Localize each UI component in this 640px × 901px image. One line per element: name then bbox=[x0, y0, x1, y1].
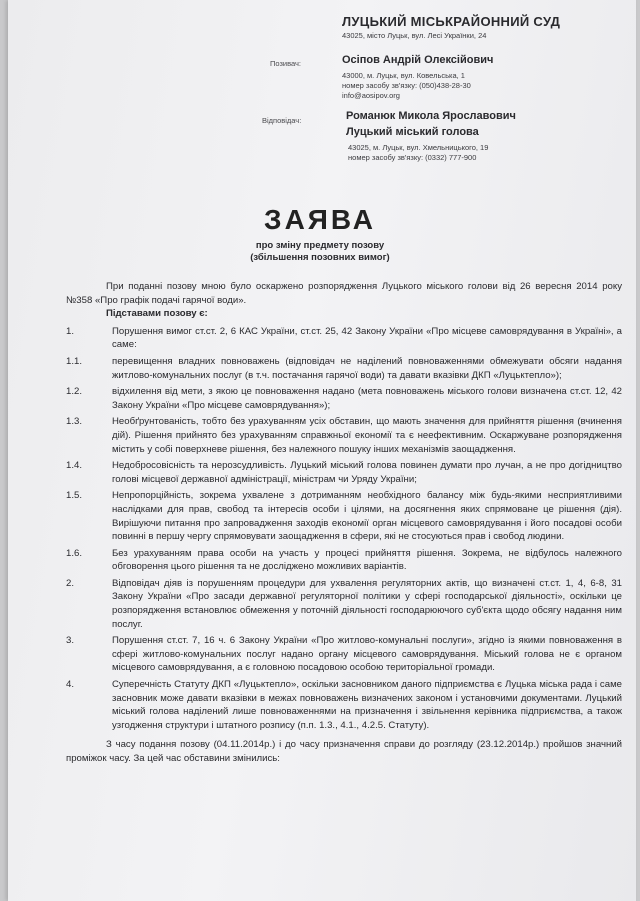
plaintiff-role-label: Позивач: bbox=[270, 59, 302, 68]
list-item-number: 2. bbox=[66, 577, 75, 589]
list-item-number: 1.3. bbox=[66, 416, 83, 428]
list-item bbox=[66, 385, 622, 412]
defendant-address: 43025, м. Луцьк, вул. Хмельницького, 19 bbox=[348, 143, 489, 152]
list-item bbox=[66, 459, 622, 486]
plaintiff-phone: номер засобу зв'язку: (050)438-28-30 bbox=[342, 81, 471, 90]
list-item-number: 1.1. bbox=[66, 355, 83, 367]
list-item-number: 1.5. bbox=[66, 490, 83, 502]
plaintiff-address: 43000, м. Луцьк, вул. Ковельська, 1 bbox=[342, 71, 465, 80]
defendant-role-label: Відповідач: bbox=[262, 116, 302, 125]
list-item-number: 3. bbox=[66, 635, 75, 647]
list-item-text: Порушення вимог ст.ст. 2, 6 КАС України, ст.ст. 25, 42 Закону України «Про місцеве самоврядування в Україні», а саме: bbox=[112, 325, 622, 351]
grounds-heading: Підставами позову є: bbox=[106, 308, 208, 320]
list-item-text: Порушення ст.ст. 7, 16 ч. 6 Закону України «Про житлово-комунальні послуги», згідно із якими повноваження в сфері житлово-комунальних послуг надано органу місцевого самоврядування. Міський голова не є органом місцевого самоврядування, а є головною посадовою особою територіальної громади. bbox=[112, 635, 622, 674]
list-item-number: 1. bbox=[66, 325, 75, 337]
grounds-list bbox=[66, 325, 622, 733]
list-item-text: Необґрунтованість, тобто без урахуванням усіх обставин, що мають значення для прийняття рішення (вчинення дій). Рішення прийнято без урахуванням справжньої економії та є неефективним. Оскаржуване розпорядження містить у собі поверхневе рішення, без належного пошуку інших механізмів заощадження. bbox=[112, 416, 622, 455]
document-subtitle-note: (збільшення позовних вимог) bbox=[250, 252, 390, 263]
plaintiff-name: Осіпов Андрій Олексійович bbox=[342, 54, 494, 66]
closing-paragraph: З часу подання позову (04.11.2014р.) і до часу призначення справи до розгляду (23.12.2014р.) пройшов значний проміжок часу. За цей час обставини змінились: bbox=[66, 739, 622, 764]
document-title: ЗАЯВА bbox=[264, 204, 376, 235]
document-body bbox=[66, 280, 622, 766]
list-item bbox=[66, 325, 622, 352]
defendant-name: Романюк Микола Ярославович bbox=[346, 110, 516, 122]
list-item bbox=[66, 415, 622, 456]
intro-paragraph: При поданні позову мною було оскаржено розпорядження Луцького міського голови від 26 вересня 2014 року №358 «Про графік подачі гарячої води». bbox=[66, 281, 622, 306]
defendant-position: Луцький міський голова bbox=[346, 126, 479, 138]
list-item bbox=[66, 577, 622, 631]
list-item-text: Суперечність Статуту ДКП «Луцьктепло», оскільки засновником даного підприємства є Луцька міська рада і саме засновник може давати вказівки в межах повноважень визначених законом і установчими документами. Луцький міський голова наділений лише повноваженнями на призначення і звільнення керівника підприємства, а також узгодження структури і штатного розпису (п.п. 1.3., 4.1., 4.2.5. Статуту). bbox=[112, 679, 622, 731]
list-item bbox=[66, 489, 622, 543]
list-item-text: перевищення владних повноважень (відповідач не наділений повноваженнями обмежувати обсяги надання житлово-комунальних послуг (в т.ч. постачання гарячої води) та давати вказівки ДКП «Луцьктепло»); bbox=[112, 355, 622, 381]
list-item bbox=[66, 634, 622, 675]
list-item-text: Непропорційність, зокрема ухвалене з дотриманням необхідного балансу між будь-якими несприятливими наслідками для прав, свобод та інтересів особи і цілями, на досягнення яких спрямоване це рішення (дія). Вирішуючи питання про запровадження заходів економії орган місцевого самоврядування і його посадові особи повинні в першу чергу спрямовувати заощадження в сфери, які не стосуються прав і свобод людини. bbox=[112, 490, 622, 543]
list-item-number: 1.6. bbox=[66, 547, 83, 559]
court-name: ЛУЦЬКИЙ МІСЬКРАЙОННИЙ СУД bbox=[342, 14, 561, 29]
court-address: 43025, місто Луцьк, вул. Лесі Українки, 24 bbox=[342, 31, 487, 40]
list-item bbox=[66, 355, 622, 382]
plaintiff-email: info@aosipov.org bbox=[342, 91, 400, 100]
list-item-text: Без урахуванням права особи на участь у процесі прийняття рішення. Зокрема, не відбулось належного обговорення цього рішення та не досліджено можливих варіантів. bbox=[112, 547, 622, 573]
list-item-text: відхилення від мети, з якою це повноваження надано (мета повноважень міського голови визначена ст.ст. 12, 42 Закону України «Про місцеве самоврядування»); bbox=[112, 386, 622, 411]
list-item-text: Відповідач діяв із порушенням процедури для ухвалення регуляторних актів, що визначені ст.ст. 1, 4, 6-8, 31 Закону України «Про засади державної регуляторної політики у сфері господарської діяльності», оскільки це розпорядження встановлює обмеження у поточній діяльності господарюючого суб'єкта щодо обсягу надання ним послуг. bbox=[112, 577, 622, 630]
defendant-phone: номер засобу зв'язку: (0332) 777-900 bbox=[348, 153, 477, 162]
document-subtitle: про зміну предмету позову bbox=[255, 240, 385, 251]
list-item-number: 4. bbox=[66, 679, 75, 691]
list-item-number: 1.2. bbox=[66, 386, 83, 398]
list-item bbox=[66, 678, 622, 732]
list-item bbox=[66, 547, 622, 574]
list-item-number: 1.4. bbox=[66, 460, 83, 472]
list-item-text: Недобросовісність та нерозсудливість. Луцький міський голова повинен думати про лучан, а не про догідництво голові місцевої державної адміністрації, міністрам чи Уряду України; bbox=[112, 460, 622, 485]
